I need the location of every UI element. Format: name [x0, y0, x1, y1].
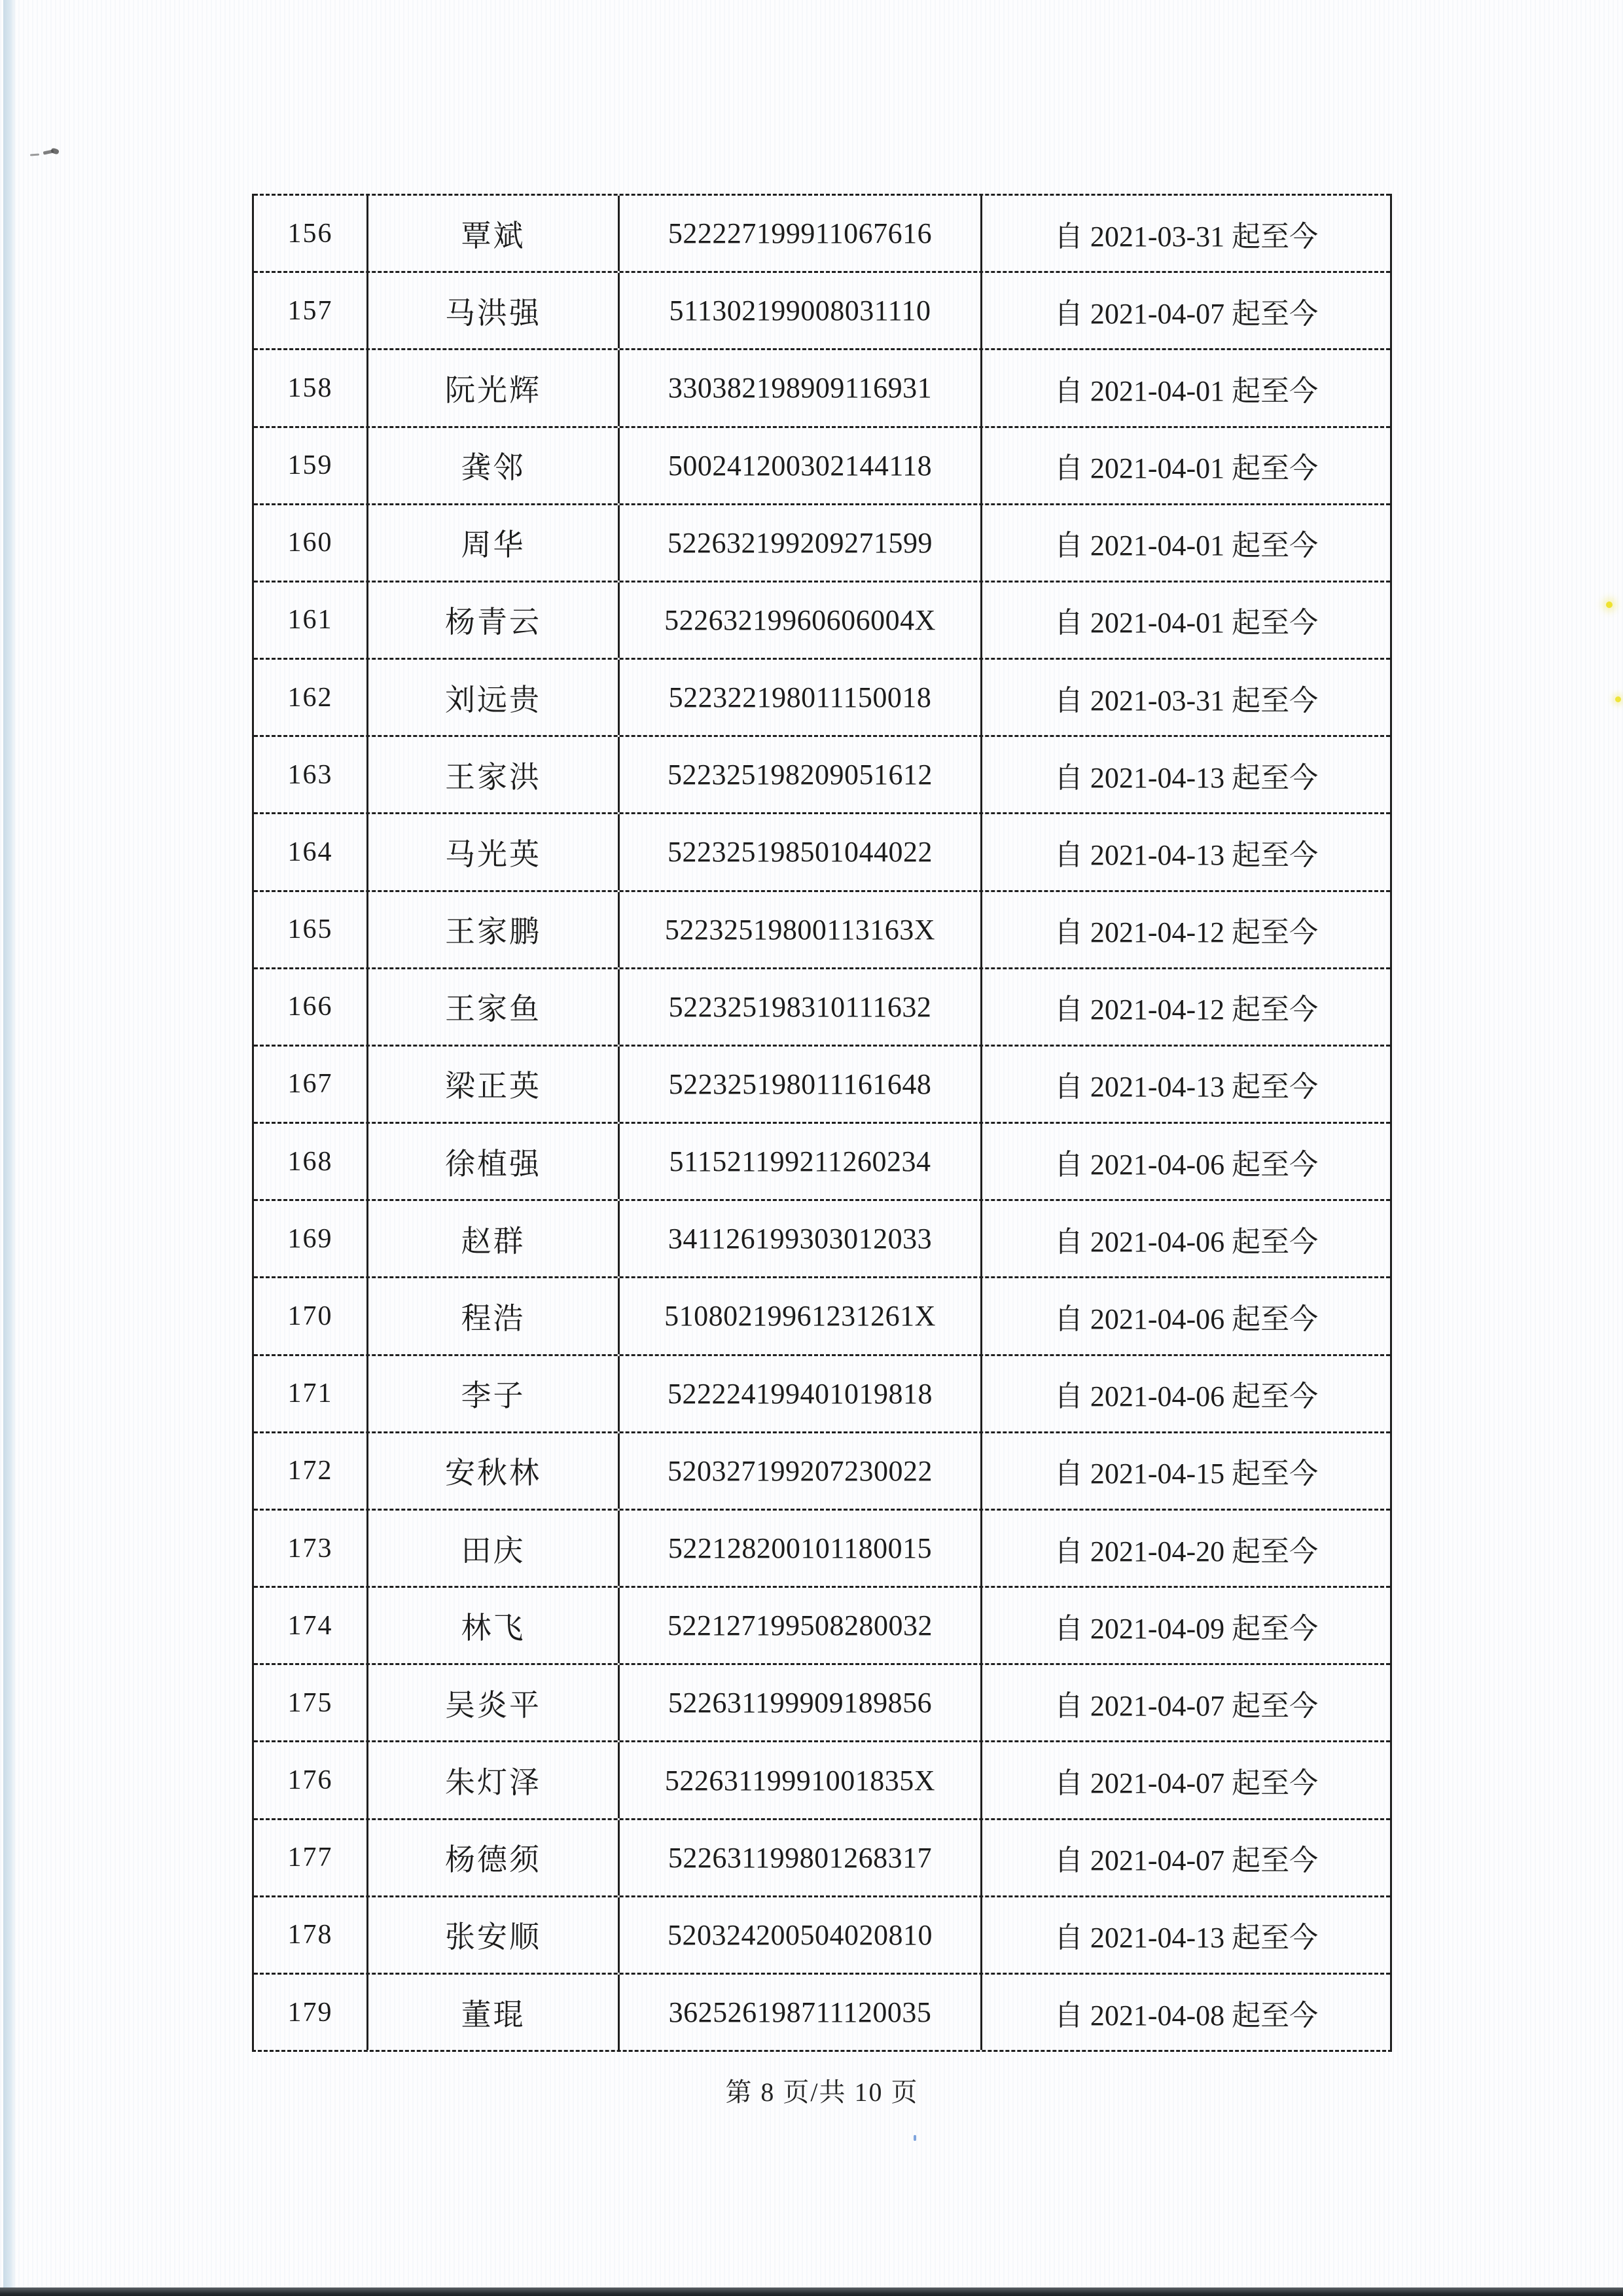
table-row [254, 1740, 1390, 1818]
cell-row-number: 176 [287, 1765, 333, 1796]
scan-edge-bottom [0, 2287, 1623, 2296]
cell-row-number: 168 [287, 1146, 333, 1177]
cell-id-number: 522224199401019818 [618, 1356, 980, 1431]
cell-name: 吴炎平 [366, 1665, 618, 1740]
cell-validity-period: 自 2021-04-01 起至今 [980, 428, 1390, 503]
cell-name: 徐植强 [366, 1124, 618, 1199]
cell-id-number: 52263219960606004X [618, 583, 980, 658]
ink-smudge [30, 147, 69, 162]
table-row [254, 1973, 1390, 2050]
cell-id-number: 522632199209271599 [618, 505, 980, 581]
cell-id-number: 511521199211260234 [618, 1124, 980, 1199]
table-row [254, 348, 1390, 425]
table-row [254, 967, 1390, 1045]
cell-validity-period: 自 2021-04-06 起至今 [980, 1278, 1390, 1354]
cell-row-number: 162 [287, 682, 333, 713]
cell-id-number: 522227199911067616 [618, 196, 980, 271]
table-row [254, 194, 1390, 271]
cell-row-number: 157 [287, 295, 333, 326]
table-row [254, 890, 1390, 967]
cell-name: 刘远贵 [366, 660, 618, 735]
scan-speck-blue [914, 2135, 916, 2141]
cell-name: 董琨 [366, 1975, 618, 2050]
cell-row-number: 171 [287, 1378, 333, 1409]
cell-id-number: 362526198711120035 [618, 1975, 980, 2050]
cell-name: 梁正英 [366, 1047, 618, 1122]
table-row [254, 1509, 1390, 1586]
cell-id-number: 522127199508280032 [618, 1588, 980, 1663]
cell-name: 阮光辉 [366, 350, 618, 425]
cell-validity-period: 自 2021-04-09 起至今 [980, 1588, 1390, 1663]
table-row [254, 503, 1390, 581]
cell-id-number: 522325198011161648 [618, 1047, 980, 1122]
cell-name: 田庆 [366, 1511, 618, 1586]
cell-name: 李子 [366, 1356, 618, 1431]
cell-name: 林飞 [366, 1588, 618, 1663]
cell-name: 周华 [366, 505, 618, 581]
cell-id-number: 500241200302144118 [618, 428, 980, 503]
cell-validity-period: 自 2021-04-07 起至今 [980, 1820, 1390, 1895]
roster-table [252, 194, 1392, 2052]
cell-name: 王家鱼 [366, 969, 618, 1045]
cell-id-number: 511302199008031110 [618, 273, 980, 348]
cell-id-number: 52263119991001835X [618, 1742, 980, 1818]
cell-name: 张安顺 [366, 1897, 618, 1973]
table-row [254, 581, 1390, 658]
cell-validity-period: 自 2021-04-07 起至今 [980, 273, 1390, 348]
cell-row-number: 174 [287, 1610, 333, 1641]
cell-validity-period: 自 2021-04-07 起至今 [980, 1742, 1390, 1818]
table-row [254, 1354, 1390, 1431]
cell-name: 赵群 [366, 1201, 618, 1276]
cell-id-number: 522128200101180015 [618, 1511, 980, 1586]
cell-id-number: 522325198310111632 [618, 969, 980, 1045]
table-row [254, 1895, 1390, 1973]
cell-row-number: 159 [287, 450, 333, 481]
cell-validity-period: 自 2021-04-12 起至今 [980, 892, 1390, 967]
cell-validity-period: 自 2021-04-06 起至今 [980, 1356, 1390, 1431]
cell-row-number: 161 [287, 605, 333, 636]
cell-row-number: 170 [287, 1300, 333, 1331]
cell-name: 王家洪 [366, 737, 618, 812]
cell-row-number: 165 [287, 914, 333, 945]
cell-validity-period: 自 2021-04-01 起至今 [980, 583, 1390, 658]
cell-validity-period: 自 2021-04-07 起至今 [980, 1665, 1390, 1740]
cell-id-number: 522631199909189856 [618, 1665, 980, 1740]
cell-id-number: 522325198209051612 [618, 737, 980, 812]
table-row [254, 1431, 1390, 1509]
cell-row-number: 158 [287, 372, 333, 403]
table-row [254, 271, 1390, 348]
cell-validity-period: 自 2021-04-20 起至今 [980, 1511, 1390, 1586]
page-number-footer: 第 8 页/共 10 页 [725, 2077, 919, 2107]
cell-validity-period: 自 2021-04-13 起至今 [980, 1897, 1390, 1973]
cell-name: 朱灯泽 [366, 1742, 618, 1818]
cell-validity-period: 自 2021-03-31 起至今 [980, 196, 1390, 271]
scan-speck-yellow [1606, 601, 1613, 608]
cell-name: 覃斌 [366, 196, 618, 271]
cell-validity-period: 自 2021-04-13 起至今 [980, 1047, 1390, 1122]
cell-row-number: 164 [287, 836, 333, 867]
scan-speck-yellow [1615, 696, 1621, 702]
cell-validity-period: 自 2021-04-13 起至今 [980, 814, 1390, 889]
cell-row-number: 173 [287, 1533, 333, 1564]
cell-id-number: 522322198011150018 [618, 660, 980, 735]
cell-row-number: 172 [287, 1456, 333, 1486]
cell-row-number: 179 [287, 1997, 333, 2028]
cell-id-number: 330382198909116931 [618, 350, 980, 425]
cell-validity-period: 自 2021-04-06 起至今 [980, 1201, 1390, 1276]
cell-id-number: 52232519800113163X [618, 892, 980, 967]
cell-row-number: 177 [287, 1842, 333, 1873]
table-row [254, 1199, 1390, 1276]
table-row [254, 1586, 1390, 1663]
cell-validity-period: 自 2021-04-15 起至今 [980, 1433, 1390, 1509]
cell-validity-period: 自 2021-04-06 起至今 [980, 1124, 1390, 1199]
cell-name: 王家鹏 [366, 892, 618, 967]
table-row [254, 1663, 1390, 1740]
table-row [254, 735, 1390, 812]
cell-name: 龚邻 [366, 428, 618, 503]
cell-row-number: 175 [287, 1687, 333, 1718]
cell-row-number: 160 [287, 528, 333, 558]
cell-id-number: 520327199207230022 [618, 1433, 980, 1509]
cell-name: 马光英 [366, 814, 618, 889]
cell-validity-period: 自 2021-04-01 起至今 [980, 505, 1390, 581]
table-row [254, 426, 1390, 503]
cell-row-number: 166 [287, 992, 333, 1022]
scan-edge-left [3, 0, 16, 2296]
cell-validity-period: 自 2021-04-13 起至今 [980, 737, 1390, 812]
cell-name: 马洪强 [366, 273, 618, 348]
table-row [254, 812, 1390, 889]
table-row [254, 1276, 1390, 1354]
table-row [254, 1818, 1390, 1895]
cell-row-number: 167 [287, 1069, 333, 1100]
cell-row-number: 156 [287, 218, 333, 249]
cell-id-number: 522325198501044022 [618, 814, 980, 889]
cell-name: 杨德须 [366, 1820, 618, 1895]
cell-validity-period: 自 2021-04-08 起至今 [980, 1975, 1390, 2050]
cell-name: 杨青云 [366, 583, 618, 658]
cell-id-number: 520324200504020810 [618, 1897, 980, 1973]
cell-row-number: 169 [287, 1223, 333, 1254]
table-row [254, 1045, 1390, 1122]
cell-validity-period: 自 2021-04-12 起至今 [980, 969, 1390, 1045]
table-row [254, 1122, 1390, 1199]
cell-row-number: 178 [287, 1920, 333, 1950]
cell-id-number: 51080219961231261X [618, 1278, 980, 1354]
cell-id-number: 522631199801268317 [618, 1820, 980, 1895]
cell-name: 程浩 [366, 1278, 618, 1354]
cell-row-number: 163 [287, 759, 333, 790]
cell-validity-period: 自 2021-04-01 起至今 [980, 350, 1390, 425]
cell-id-number: 341126199303012033 [618, 1201, 980, 1276]
cell-validity-period: 自 2021-03-31 起至今 [980, 660, 1390, 735]
table-row [254, 658, 1390, 735]
cell-name: 安秋林 [366, 1433, 618, 1509]
